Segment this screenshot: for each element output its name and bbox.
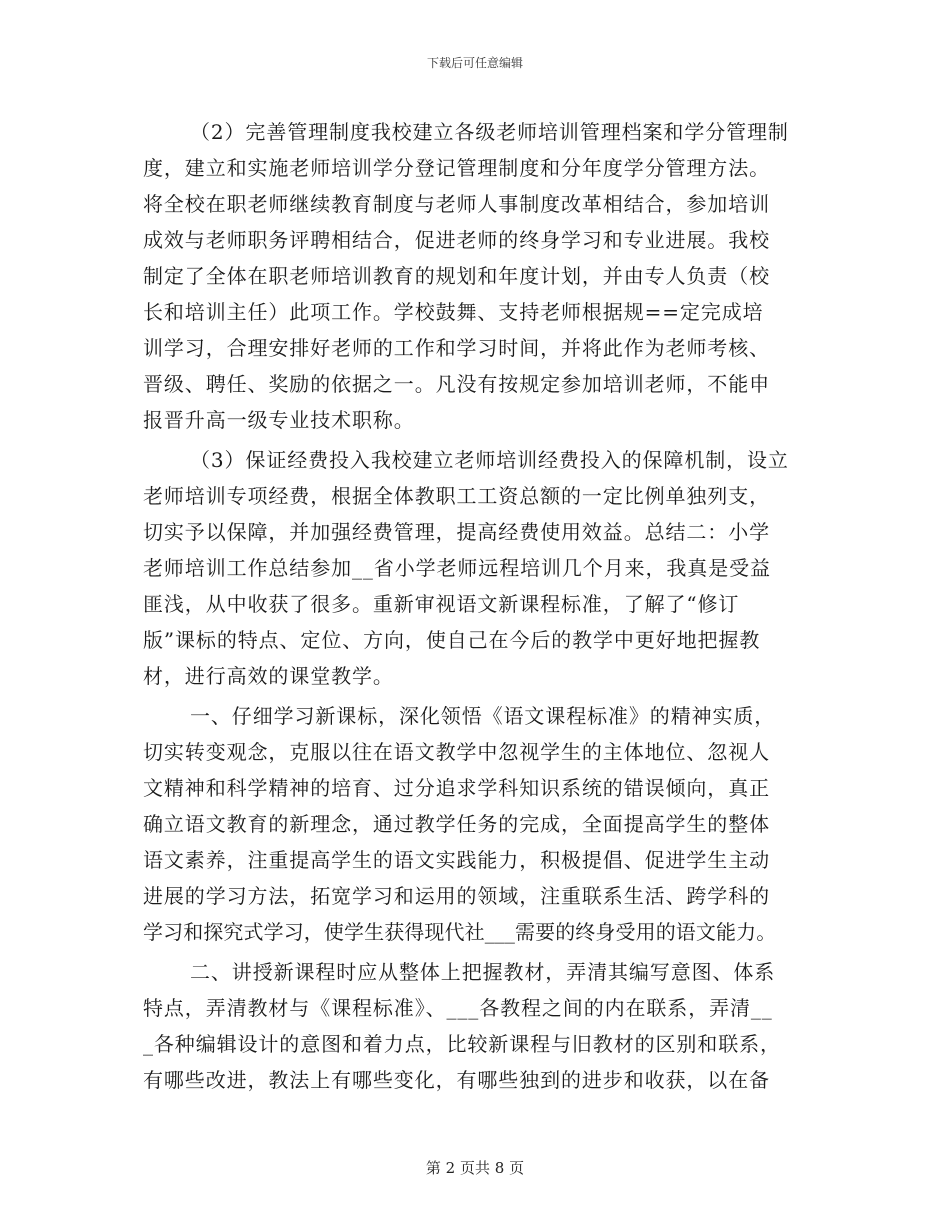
text-line: 切实转变观念，克服以往在语文教学中忽视学生的主体地位、忽视人 — [143, 740, 770, 764]
text-line: 材，进行高效的课堂教学。 — [143, 664, 394, 688]
text-line: 度，建立和实施老师培训学分登记管理制度和分年度学分管理方法。 — [143, 156, 770, 180]
text-line: 成效与老师职务评聘相结合，促进老师的终身学习和专业进展。我校 — [143, 228, 770, 252]
text-line: 版”课标的特点、定位、方向，使自己在今后的教学中更好地把握教 — [143, 628, 761, 652]
text-line: 进展的学习方法，拓宽学习和运用的领域，注重联系生活、跨学科的 — [143, 884, 770, 908]
text-line: 制定了全体在职老师培训教育的规划和年度计划，并由专人负责（校 — [143, 264, 770, 288]
text-line: 学习和探究式学习，使学生获得现代社___需要的终身受用的语文能力。 — [143, 920, 777, 944]
page-number: 第 2 页共 8 页 — [425, 1159, 525, 1177]
text-line: 二、讲授新课程时应从整体上把握教材，弄清其编写意图、体系 — [190, 960, 776, 984]
text-line: 老师培训专项经费，根据全体教职工工资总额的一定比例单独列支， — [143, 484, 770, 508]
text-line: 老师培训工作总结参加__省小学老师远程培训几个月来，我真是受益 — [143, 556, 771, 580]
text-line: （2）完善管理制度我校建立各级老师培训管理档案和学分管理制 — [190, 120, 789, 144]
page-header-note: 下载后可任意编辑 — [426, 56, 523, 70]
text-line: 一、仔细学习新课标，深化领悟《语文课程标准》的精神实质， — [190, 704, 776, 728]
text-line: 文精神和科学精神的培育、过分追求学科知识系统的错误倾向，真正 — [143, 776, 770, 800]
text-line: 切实予以保障，并加强经费管理，提高经费使用效益。总结二：小学 — [143, 520, 770, 544]
text-line: 确立语文教育的新理念，通过教学任务的完成，全面提高学生的整体 — [143, 812, 770, 836]
text-line: 匪浅，从中收获了很多。重新审视语文新课程标准，了解了“修订 — [143, 592, 740, 616]
text-line: 训学习，合理安排好老师的工作和学习时间，并将此作为老师考核、 — [143, 336, 770, 360]
text-line: 特点，弄清教材与《课程标准》、___各教程之间的内在联系，弄清__ — [143, 996, 773, 1020]
text-line: _各种编辑设计的意图和着力点，比较新课程与旧教材的区别和联系， — [143, 1032, 781, 1056]
text-line: 长和培训主任）此项工作。学校鼓舞、支持老师根据规==定完成培 — [143, 300, 764, 324]
text-line: 报晋升高一级专业技术职称。 — [143, 408, 415, 432]
text-line: 语文素养，注重提高学生的语文实践能力，积极提倡、促进学生主动 — [143, 848, 770, 872]
text-line: （3）保证经费投入我校建立老师培训经费投入的保障机制，设立 — [190, 448, 789, 472]
text-line: 晋级、聘任、奖励的依据之一。凡没有按规定参加培训老师，不能申 — [143, 372, 770, 396]
text-line: 将全校在职老师继续教育制度与老师人事制度改革相结合，参加培训 — [143, 192, 770, 216]
text-line: 有哪些改进，教法上有哪些变化，有哪些独到的进步和收获，以在备 — [143, 1068, 770, 1092]
